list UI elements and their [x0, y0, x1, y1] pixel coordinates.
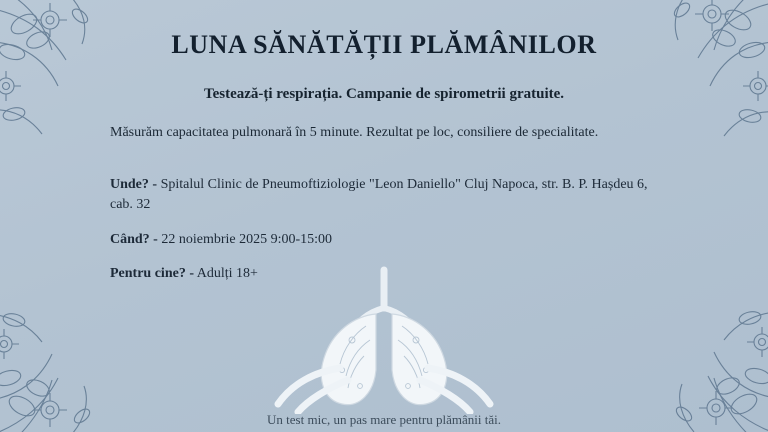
detail-row — [110, 230, 655, 250]
detail-row — [110, 175, 655, 216]
detail-value: Spitalul Clinic de Pneumoftiziologie "Leon Daniello" Cluj Napoca, str. B. P. Hașdeu 6, cab. 32 — [110, 177, 648, 213]
detail-label: Când? - — [110, 231, 158, 247]
detail-value: Adulți 18+ — [193, 265, 258, 281]
lungs-illustration — [244, 264, 524, 414]
poster-footer: Un test mic, un pas mare pentru plămânii tăi. — [267, 412, 501, 427]
detail-value: 22 noiembrie 2025 9:00-15:00 — [157, 231, 333, 247]
poster-subtitle: Testează-ți respirația. Campanie de spirometrii gratuite. — [203, 86, 565, 102]
poster-lede: Măsurăm capacitatea pulmonară în 5 minute. Rezultat pe loc, consiliere de specialitate. — [110, 125, 599, 140]
detail-label: Pentru cine? - — [110, 265, 194, 281]
page-title: LUNA SĂNĂTĂȚII PLĂMÂNILOR — [171, 30, 597, 59]
detail-label: Unde? - — [110, 177, 158, 192]
